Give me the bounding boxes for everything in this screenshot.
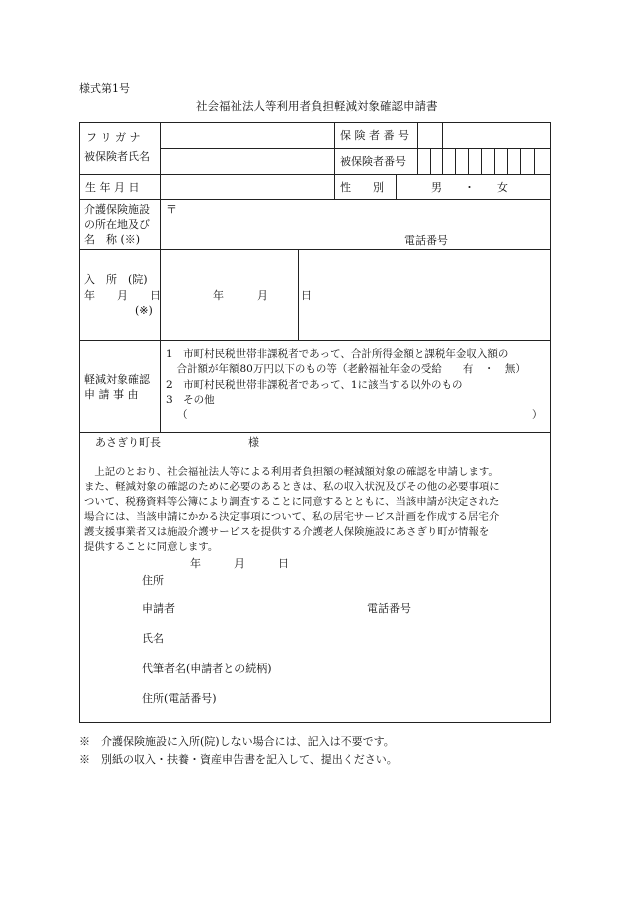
- reason-1-cont: 合計額が年額80万円以下のもの等（老齢福祉年金の受給 有 ・ 無）: [166, 363, 526, 375]
- insured-name-label: 被保険者氏名: [84, 150, 150, 163]
- table-border-left: [79, 122, 80, 723]
- table-border-bottom: [79, 722, 550, 723]
- consent-line: 提供することに同意します。: [84, 541, 219, 553]
- insurer-number-box-divider: [442, 122, 443, 148]
- admission-label-line2: 年 月 日: [84, 289, 161, 302]
- applicant-address-label: 住所: [142, 574, 164, 587]
- applicant-phone-label: 電話番号: [367, 602, 411, 615]
- insurer-number-label: 保 険 者 番 号: [340, 129, 409, 142]
- form-title: 社会福祉法人等利用者負担軽減対象確認申請書: [196, 99, 438, 113]
- applicant-name-label: 氏名: [142, 632, 164, 645]
- reason-3[interactable]: 3 その他: [166, 394, 215, 406]
- proxy-name-label: 代筆者名(申請者との続柄): [142, 662, 272, 675]
- furigana-label: フ リ ガ ナ: [86, 131, 141, 144]
- table-border-top: [79, 122, 550, 123]
- postal-mark: 〒: [166, 203, 177, 216]
- insured-number-box-divider: [507, 148, 508, 174]
- facility-label-line1: 介護保険施設: [84, 203, 150, 216]
- reason-3-close-paren: ）: [532, 409, 543, 421]
- row-divider: [160, 148, 550, 149]
- reduction-label-line2: 申 請 事 由: [84, 388, 139, 401]
- row-divider: [79, 249, 550, 250]
- table-border-right: [550, 122, 551, 723]
- footnote: ※ 別紙の収入・扶養・資産申告書を記入して、提出ください。: [79, 753, 398, 766]
- insured-number-box-divider: [494, 148, 495, 174]
- honorific: 様: [248, 436, 259, 449]
- consent-line: 上記のとおり、社会福祉法人等による利用者負担額の軽減額対象の確認を申請します。: [84, 466, 499, 478]
- reason-1[interactable]: 1 市町村民税世帯非課税者であって、合計所得金額と課税年金収入額の: [166, 348, 509, 360]
- insured-number-box-divider: [481, 148, 482, 174]
- applicant-label: 申請者: [142, 602, 175, 615]
- sex-label: 性 別: [340, 181, 384, 194]
- insured-number-box-divider: [455, 148, 456, 174]
- insured-number-box-divider: [468, 148, 469, 174]
- admission-date-field[interactable]: 年 月 日: [213, 289, 312, 302]
- sex-options[interactable]: 男 ・ 女: [431, 181, 508, 194]
- admission-label-line3: (※): [135, 304, 153, 317]
- col-divider: [334, 122, 335, 199]
- row-divider: [79, 432, 550, 433]
- form-number: 様式第1号: [79, 82, 130, 95]
- facility-phone-label: 電話番号: [404, 234, 448, 247]
- facility-label-line3: 名 称 (※): [84, 233, 141, 246]
- insured-number-label: 被保険者番号: [340, 155, 406, 168]
- col-divider: [417, 122, 418, 174]
- row-divider: [79, 199, 550, 200]
- consent-line: ついて、税務資料等公簿により調査することに同意するとともに、当該申請が決定された: [84, 496, 500, 508]
- furigana-field[interactable]: [162, 124, 332, 146]
- consent-line: 場合には、当該申請にかかる決定事項について、私の居宅サービス計画を作成する居宅介: [84, 511, 500, 523]
- insured-number-box-divider: [520, 148, 521, 174]
- insured-number-box-divider: [442, 148, 443, 174]
- footnote: ※ 介護保険施設に入所(院)しない場合には、記入は不要です。: [79, 735, 395, 748]
- facility-label-line2: の所在地及び: [84, 218, 150, 231]
- insured-name-field[interactable]: [162, 150, 332, 172]
- reason-3-open-paren: （: [177, 409, 188, 421]
- addressee: あさぎり町長: [95, 436, 161, 449]
- birth-date-label: 生 年 月 日: [85, 181, 140, 194]
- col-divider: [160, 122, 161, 432]
- row-divider: [79, 174, 550, 175]
- proxy-address-label: 住所(電話番号): [142, 692, 217, 705]
- consent-line: また、軽減対象の確認のために必要のあるときは、私の収入状況及びその他の必要事項に: [84, 481, 500, 493]
- col-divider: [396, 174, 397, 199]
- admission-label-line1: 入 所 (院): [84, 273, 148, 286]
- insured-number-box-divider: [430, 148, 431, 174]
- insured-number-box-divider: [534, 148, 535, 174]
- row-divider: [79, 340, 550, 341]
- consent-line: 護支援事業者又は施設介護サービスを提供する介護老人保険施設にあさぎり町が情報を: [84, 526, 490, 538]
- birth-date-field[interactable]: [162, 176, 332, 197]
- reduction-label-line1: 軽減対象確認: [84, 373, 150, 386]
- reason-2[interactable]: 2 市町村民税世帯非課税者であって、1に該当する以外のもの: [166, 379, 463, 391]
- application-date[interactable]: 年 月 日: [190, 557, 289, 570]
